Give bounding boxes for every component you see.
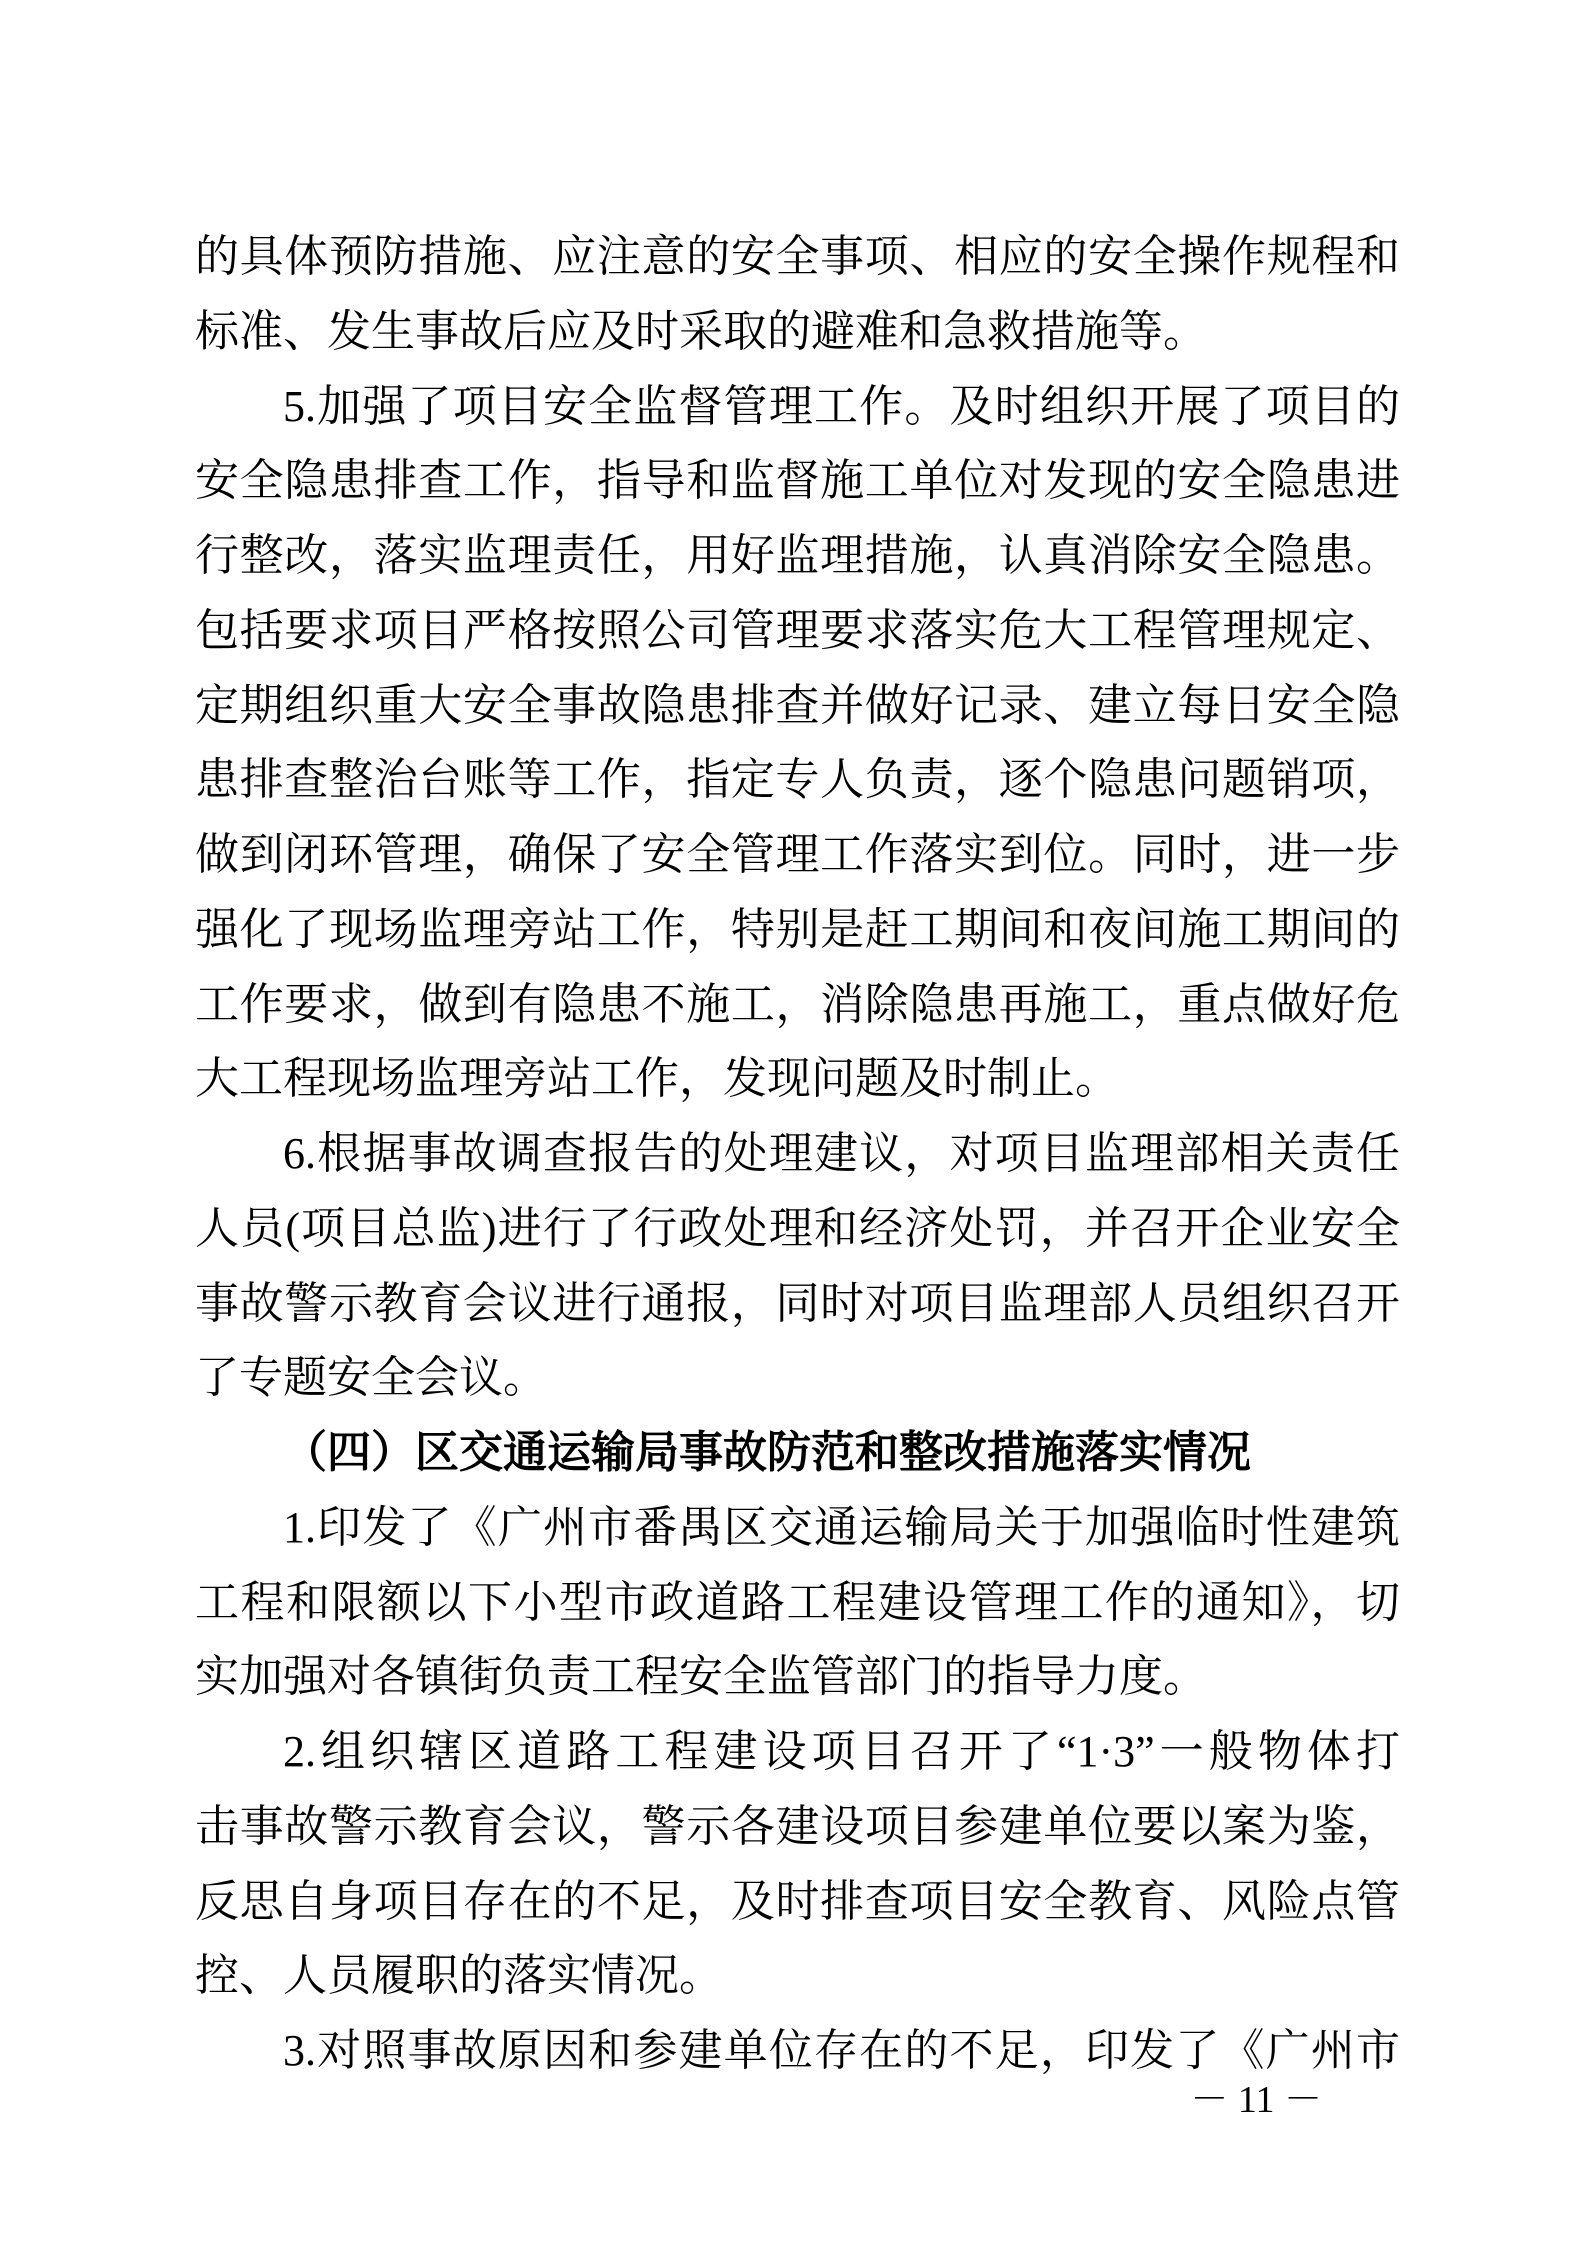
text-line: 定期组织重大安全事故隐患排查并做好记录、建立每日安全隐 (195, 680, 1400, 730)
text-line: 事故警示教育会议进行通报，同时对项目监理部人员组织召开 (195, 1278, 1400, 1328)
text-line: 实加强对各镇街负责工程安全监管部门的指导力度。 (195, 1652, 1207, 1702)
text-line: 标准、发生事故后应及时采取的避难和急救措施等。 (195, 306, 1207, 356)
text-line: 大工程现场监理旁站工作，发现问题及时制止。 (195, 1054, 1119, 1104)
text-line: 击事故警示教育会议，警示各建设项目参建单位要以案为鉴， (195, 1801, 1400, 1851)
text-line: 6.根据事故调查报告的处理建议，对项目监理部相关责任 (283, 1129, 1400, 1178)
text-line: 人员(项目总监)进行了行政处理和经济处罚，并召开企业安全 (195, 1203, 1400, 1253)
text-line: 反思自身项目存在的不足，及时排查项目安全教育、风险点管 (195, 1876, 1400, 1926)
text-line: 5.加强了项目安全监督管理工作。及时组织开展了项目的 (283, 381, 1400, 431)
text-line: 3.对照事故原因和参建单位存在的不足，印发了《广州市 (283, 2026, 1400, 2075)
text-line: 的具体预防措施、应注意的安全事项、相应的安全操作规程和 (195, 232, 1400, 281)
text-line: 包括要求项目严格按照公司管理要求落实危大工程管理规定、 (195, 605, 1400, 655)
text-line: 行整改，落实监理责任，用好监理措施，认真消除安全隐患。 (195, 531, 1400, 580)
text-line: 2.组织辖区道路工程建设项目召开了“1·3”一般物体打 (283, 1727, 1400, 1776)
text-line: 强化了现场监理旁站工作，特别是赶工期间和夜间施工期间的 (195, 904, 1400, 954)
text-line: 1.印发了《广州市番禺区交通运输局关于加强临时性建筑 (283, 1502, 1400, 1552)
text-line: 控、人员履职的落实情况。 (195, 1951, 723, 2001)
text-line: 做到闭环管理，确保了安全管理工作落实到位。同时，进一步 (195, 830, 1400, 879)
page-number: － 11 － (1190, 2079, 1322, 2121)
document-body (195, 220, 1400, 2089)
text-line: 患排查整治台账等工作，指定专人负责，逐个隐患问题销项， (195, 755, 1400, 805)
section-heading: （四）区交通运输局事故防范和整改措施落实情况 (283, 1428, 1251, 1477)
text-line: 工作要求，做到有隐患不施工，消除隐患再施工，重点做好危 (195, 979, 1400, 1029)
text-line: 了专题安全会议。 (195, 1353, 547, 1403)
text-line: 工程和限额以下小型市政道路工程建设管理工作的通知》，切 (195, 1577, 1400, 1627)
text-line: 安全隐患排查工作，指导和监督施工单位对发现的安全隐患进 (195, 456, 1400, 506)
